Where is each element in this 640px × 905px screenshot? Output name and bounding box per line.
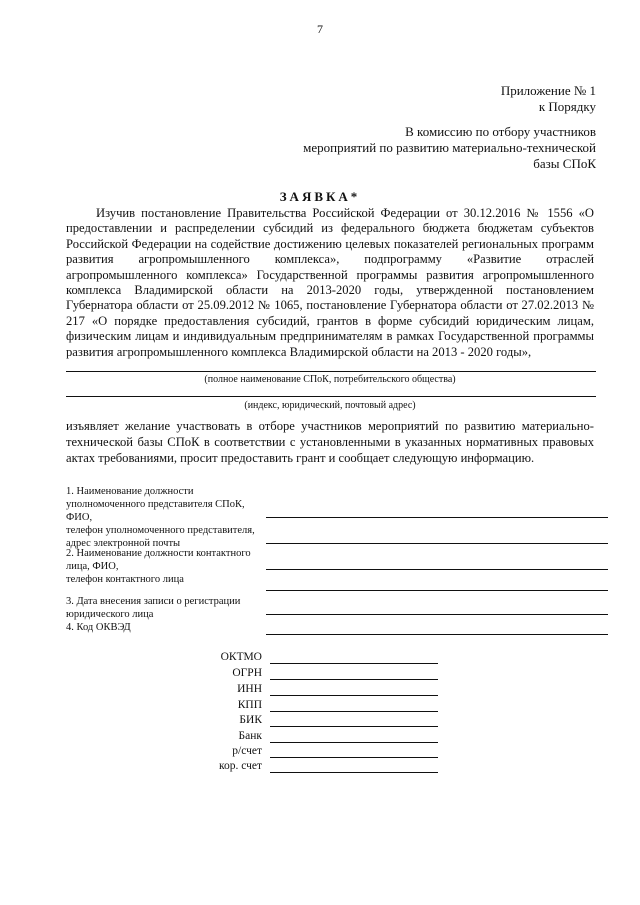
requisite-fill-line[interactable] <box>270 663 438 664</box>
name-caption: (полное наименование СПоК, потребительского общества) <box>204 374 456 385</box>
requisite-fill-line[interactable] <box>270 711 438 712</box>
form-label-line: лица, ФИО, <box>66 561 119 572</box>
form-item-representative <box>66 485 262 550</box>
address-caption: (индекс, юридический, почтовый адрес) <box>244 400 416 411</box>
appendix-reference <box>501 83 596 115</box>
form-fill-line[interactable] <box>266 569 608 570</box>
intro-paragraph: Изучив постановление Правительства Российской Федерации от 30.12.2016 № 1556 «О предоставлении и распределении субсидий из федерального бюджета бюджетам субъектов Российской Федерации на содействие достижению целевых показателей региональных программ развития агропромышленного комплекса», подпрограмму «Развитие отраслей агропромышленного комплекса» Государственной программы развития агропромышленного комплекса Владимирской области на 2013-2020 годы, утвержденной постановлением Губернатора области от 25.09.2012 № 1065, постановление Губернатора области от 27.02.2013 № 217 «О порядке предоставления субсидий, грантов в форме субсидий юридическим лицам, физическим лицам и индивидуальным предпринимателям в рамках Государственной программы развития агропромышленного комплекса Владимирской области на 2013 - 2020 годы», <box>66 206 594 359</box>
requisite-fill-line[interactable] <box>270 772 438 773</box>
addressee-line: базы СПоК <box>533 156 596 171</box>
requisite-label-kpp: КПП <box>237 699 262 711</box>
requisite-label-inn: ИНН <box>237 683 262 695</box>
form-fill-line[interactable] <box>266 543 608 544</box>
requisite-fill-line[interactable] <box>270 742 438 743</box>
form-fill-line[interactable] <box>266 634 608 635</box>
requisite-label-oktmo: ОКТМО <box>220 651 262 663</box>
requisite-label-corr-account: кор. счет <box>218 760 262 772</box>
appendix-line: к Порядку <box>538 99 596 114</box>
addressee-block <box>303 124 596 172</box>
requisite-fill-line[interactable] <box>270 679 438 680</box>
form-label-line: 4. Код ОКВЭД <box>66 622 131 633</box>
requisite-label-bank: Банк <box>238 730 262 742</box>
requisite-label-ogrn: ОГРН <box>232 667 262 679</box>
form-label-line: телефон уполномоченного представителя, <box>66 525 255 536</box>
form-fill-line[interactable] <box>266 590 608 591</box>
requisite-fill-line[interactable] <box>270 695 438 696</box>
address-fill-line[interactable] <box>66 396 596 397</box>
appendix-line: Приложение № 1 <box>500 83 596 98</box>
form-label-line: 3. Дата внесения записи о регистрации <box>66 596 241 607</box>
form-label-line: 1. Наименование должности <box>66 486 194 497</box>
page-number: 7 <box>317 22 323 36</box>
body-paragraph: изъявляет желание участвовать в отборе участников мероприятий по развитию материально-технической базы СПоК в соответствии с установленными в указанных нормативных правовых актах требованиями, просит предоставить грант и сообщает следующую информацию. <box>66 419 594 465</box>
form-label-line: адрес электронной почты <box>66 538 181 549</box>
requisite-fill-line[interactable] <box>270 726 438 727</box>
form-fill-line[interactable] <box>266 517 608 518</box>
form-label-line: 2. Наименование должности контактного <box>66 548 251 559</box>
form-fill-line[interactable] <box>266 614 608 615</box>
form-label-line: ФИО, <box>66 512 93 523</box>
form-label-line: уполномоченного представителя СПоК, <box>66 499 245 510</box>
name-fill-line[interactable] <box>66 371 596 372</box>
requisite-label-bik: БИК <box>239 714 262 726</box>
form-label-line: юридического лица <box>66 609 154 620</box>
requisite-label-account: р/счет <box>232 745 262 757</box>
form-item-contact <box>66 547 262 586</box>
requisite-fill-line[interactable] <box>270 757 438 758</box>
addressee-line: В комиссию по отбору участников <box>405 124 596 139</box>
addressee-line: мероприятий по развитию материально-технической <box>303 140 596 155</box>
document-title: ЗАЯВКА* <box>279 189 361 204</box>
form-item-registration <box>66 595 262 634</box>
form-label-line: телефон контактного лица <box>66 574 184 585</box>
